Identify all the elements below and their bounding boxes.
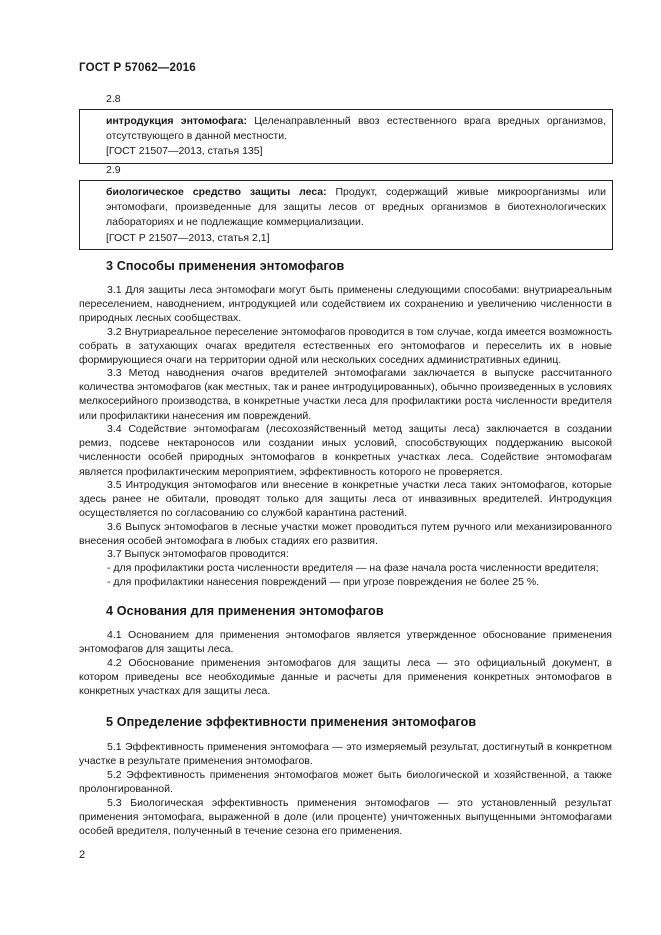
paragraph: 3.1 Для защиты леса энтомофаги могут быть применены следующими способами: внутриареальным переселением, наводнением, интродукцией или содействием их сохранению и увеличению численности в природных лесных сообществах.	[79, 284, 612, 325]
paragraph: 3.4 Содействие энтомофагам (лесохозяйственный метод защиты леса) заключается в создании ремиз, подсеве нектароносов или создании иных условий, способствующих поддержанию высокой численности особей природных энтомофагов в конкретных участках леса. Содействие энтомофагам является профилактическим мероприятием, эффективность которого не проверяется.	[79, 423, 612, 478]
term-number: 2.9	[106, 164, 121, 176]
term-name: биологическое средство защиты леса:	[106, 186, 327, 198]
paragraph: 4.2 Обоснование применения энтомофагов для защиты леса — это официальный документ, в котором приведены все необходимые данные и расчеты для применения конкретных энтомофагов в конкретных участках для защиты леса.	[79, 657, 612, 698]
paragraph: 3.2 Внутриареальное переселение энтомофагов проводится в том случае, когда имеется возможность собрать в затухающих очагах вредителя естественных его энтомофагов и переселить их в новые формирующиеся очаги на территории одной или нескольких соседних административных единиц.	[79, 326, 612, 367]
page-number: 2	[79, 849, 86, 861]
paragraph: 3.5 Интродукция энтомофагов или внесение в конкретные участки леса таких энтомофагов, которые здесь ранее не обитали, проводят только для защиты леса от инвазивных вредителей. Интродукция осуществляется по согласованию со службой карантина растений.	[79, 479, 612, 520]
term-text: Целенаправленный ввоз естественного врага вредных организмов, отсутствующего в данной местности.	[106, 115, 606, 143]
paragraph: 3.7 Выпуск энтомофагов проводится:	[107, 548, 289, 560]
paragraph: 3.3 Метод наводнения очагов вредителей энтомофагами заключается в выпуске рассчитанного количества энтомофагов (как местных, так и ранее интродуцированных), обычно произведенных в условиях мелкосерийного производства, в конкретные участки леса для профилактики роста численности вредителя или профилактики нанесения им повреждений.	[79, 367, 612, 422]
section-heading: 5 Определение эффективности применения энтомофагов	[106, 715, 477, 729]
section-heading: 3 Способы применения энтомофагов	[106, 259, 345, 273]
list-item: - для профилактики роста численности вредителя — на фазе начала роста численности вредителя;	[107, 562, 599, 574]
paragraph: 5.3 Биологическая эффективность применения энтомофагов — это установленный результат применения энтомофага, выраженной в доле (или проценте) уничтоженных выпущенными энтомофагами особей вредителя, полученный в течение сезона его применения.	[79, 797, 612, 838]
section-heading: 4 Основания для применения энтомофагов	[106, 604, 384, 618]
term-definition	[106, 114, 606, 144]
term-source: [ГОСТ 21507—2013, статья 135]	[106, 145, 263, 158]
term-box	[79, 109, 613, 164]
term-box	[79, 180, 613, 250]
paragraph: 4.1 Основанием для применения энтомофагов является утвержденное обоснование применения энтомофагов для защиты леса.	[79, 629, 612, 656]
paragraph: 3.6 Выпуск энтомофагов в лесные участки может проводиться путем ручного или механизированного внесения особей энтомофага в любых стадиях его развития.	[79, 521, 612, 548]
term-number: 2.8	[106, 93, 121, 105]
term-source: [ГОСТ Р 21507—2013, статья 2,1]	[106, 231, 270, 244]
list-item: - для профилактики нанесения повреждений — при угрозе повреждения не более 25 %.	[107, 576, 540, 588]
paragraph: 5.2 Эффективность применения энтомофагов может быть биологической и хозяйственной, а также пролонгированной.	[79, 769, 612, 796]
standard-header: ГОСТ Р 57062—2016	[79, 62, 196, 74]
term-definition	[106, 185, 606, 231]
paragraph: 5.1 Эффективность применения энтомофага — это измеряемый результат, достигнутый в конкретном участке в результате применения энтомофагов.	[79, 741, 612, 768]
term-name: интродукция энтомофага:	[106, 115, 247, 127]
term-text: Продукт, содержащий живые микроорганизмы или энтомофаги, произведенные для защиты лесов от вредных организмов в биотехнологических лабораториях и не подлежащие коммерциализации.	[106, 186, 606, 229]
